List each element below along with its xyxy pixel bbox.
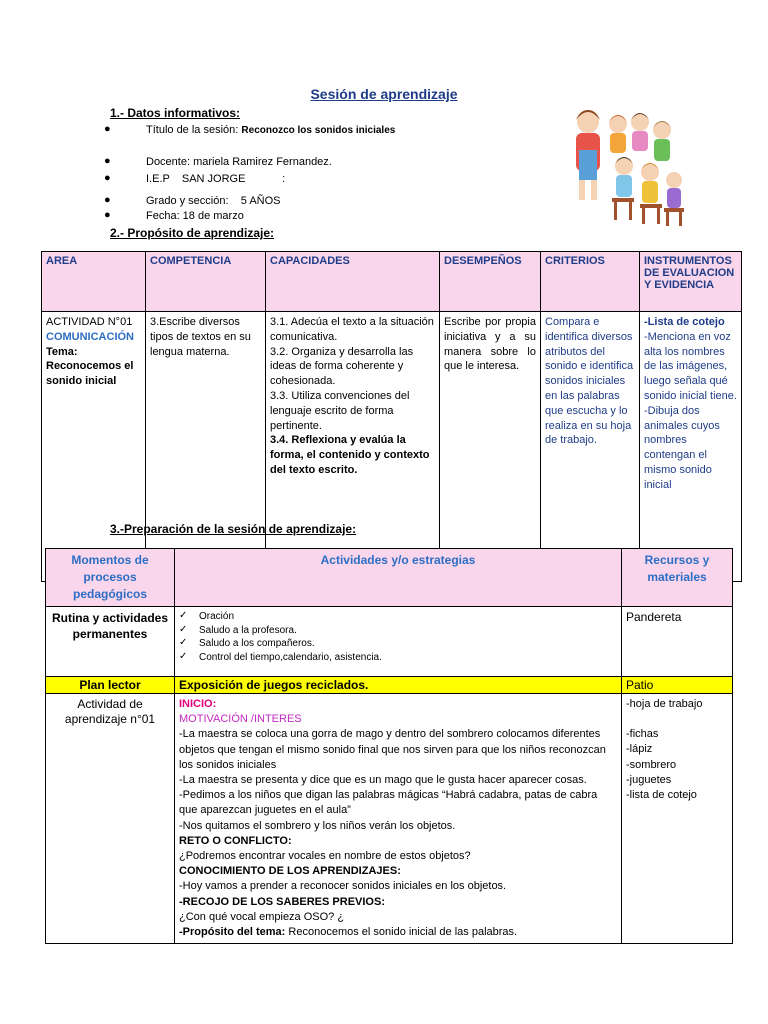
check-item: ✓ Control del tiempo,calendario, asistencia. [179,651,617,665]
info-fecha: ● Fecha: 18 de marzo [104,209,244,222]
info-titulo: ● Título de la sesión: Reconozco los sonidos iniciales [104,123,396,136]
rutina-row [46,607,733,677]
reto-heading: RETO O CONFLICTO: [179,834,292,847]
area-name: COMUNICACIÓN [46,330,134,343]
inicio-heading: INICIO: [179,698,217,710]
purpose-body-row [42,312,742,582]
check-item: ✓ Oración [179,610,617,624]
header-momentos: Momentos de procesos pedagógicos [46,549,175,607]
info-iep: ● I.E.P SAN JORGE : [104,172,286,185]
cell-desempenos: Escribe por propia iniciativa y a su manera sobre lo que le interesa. [440,312,541,582]
plan-lector-text: Exposición de juegos reciclados. [175,677,622,694]
info-docente: ● Docente: mariela Ramirez Fernandez. [104,155,332,168]
check-item: ✓ Saludo a los compañeros. [179,637,617,651]
section-proposito: 2.- Propósito de aprendizaje: [110,226,275,240]
purpose-header-row [42,252,742,312]
plan-lector-label: Plan lector [46,677,175,694]
header-actividades: Actividades y/o estrategias [175,549,622,607]
header-recursos: Recursos y materiales [622,549,733,607]
section-datos-informativos: 1.- Datos informativos: [110,106,241,120]
proposito-line: -Propósito del tema: Reconocemos el sonido inicial de las palabras. [179,926,518,939]
area-tema: Tema: Reconocemos el sonido inicial [46,345,134,388]
cell-instrumentos: -Lista de cotejo -Menciona en voz alta los nombres de las imágenes, luego señala qué sonido inicial tiene. -Dibuja dos animales cuyos nombres contengan el mismo sonido inicial [640,312,742,582]
plan-lector-resource: Patio [622,677,733,694]
activity-label: Actividad de aprendizaje n°01 [46,694,175,944]
session-header-row [46,549,733,607]
info-grado: ● Grado y sección: 5 AÑOS [104,194,281,207]
header-capacidades: CAPACIDADES [266,252,440,312]
rutina-resource: Pandereta [622,607,733,677]
rutina-checklist [179,610,617,664]
cell-capacidades: 3.1. Adecúa el texto a la situación comunicativa. 3.2. Organiza y desarrolla las ideas de forma coherente y cohesionada. 3.3. Utiliza convenciones del lenguaje escrito de forma pertinente. 3.4. Reflexiona y evalúa la forma, el contenido y contexto del texto escrito. [266,312,440,582]
children-illustration [566,100,688,228]
cell-area: ACTIVIDAD N°01 COMUNICACIÓN Tema: Reconocemos el sonido inicial [42,312,146,582]
header-area: AREA [42,252,146,312]
header-desempenos: DESEMPEÑOS [440,252,541,312]
session-title: Reconozco los sonidos iniciales [241,125,396,136]
header-criterios: CRITERIOS [541,252,640,312]
cell-criterios: Compara e identifica diversos atributos del sonido e identifica sonidos iniciales en las palabras que escucha y lo realiza en su hoja de trabajo. [541,312,640,582]
motivacion-heading: MOTIVACIÓN /INTERES [179,713,302,726]
rutina-label: Rutina y actividades permanentes [46,607,175,677]
activity-row [46,694,733,944]
plan-lector-row [46,677,733,694]
recojo-heading: -RECOJO DE LOS SABERES PREVIOS: [179,895,385,908]
header-competencia: COMPETENCIA [146,252,266,312]
cell-competencia: 3.Escribe diversos tipos de textos en su lengua materna. [146,312,266,582]
header-instrumentos: INSTRUMENTOS DE EVALUACION Y EVIDENCIA [640,252,742,312]
activity-resources: -hoja de trabajo -fichas -lápiz -sombrero -juguetes -lista de cotejo [622,694,733,944]
check-item: ✓ Saludo a la profesora. [179,624,617,638]
page-title: Sesión de aprendizaje [310,86,458,102]
rutina-activities [175,607,622,677]
activity-strategies: INICIO: MOTIVACIÓN /INTERES -La maestra se coloca una gorra de mago y dentro del sombrero colocamos diferentes objetos que tengan el mismo sonido final que nos sirven para que los niños reconozcan los sonidos iniciales -La maestra se presenta y dice que es un mago que le gusta hacer aparecer cosas. -Pedimos a los niños que digan las palabras mágicas “Habrá cadabra, patas de cabra que aparezcan juguetes en el aula” -Nos quitamos el sombrero y los niños verán los objetos. RETO O CONFLICTO: ¿Podremos encontrar vocales en nombre de estos objetos? CONOCIMIENTO DE LOS APRENDIZAJES: -Hoy vamos a prender a reconocer sonidos iniciales en los objetos. -RECOJO DE LOS SABERES PREVIOS: ¿Con qué vocal empieza OSO? ¿ -Propósito del tema: Reconocemos el sonido inicial de las palabras. [175,694,622,944]
section-preparacion: 3.-Preparación de la sesión de aprendizaje: [110,522,357,536]
session-table [45,548,733,944]
conocimiento-heading: CONOCIMIENTO DE LOS APRENDIZAJES: [179,865,401,878]
